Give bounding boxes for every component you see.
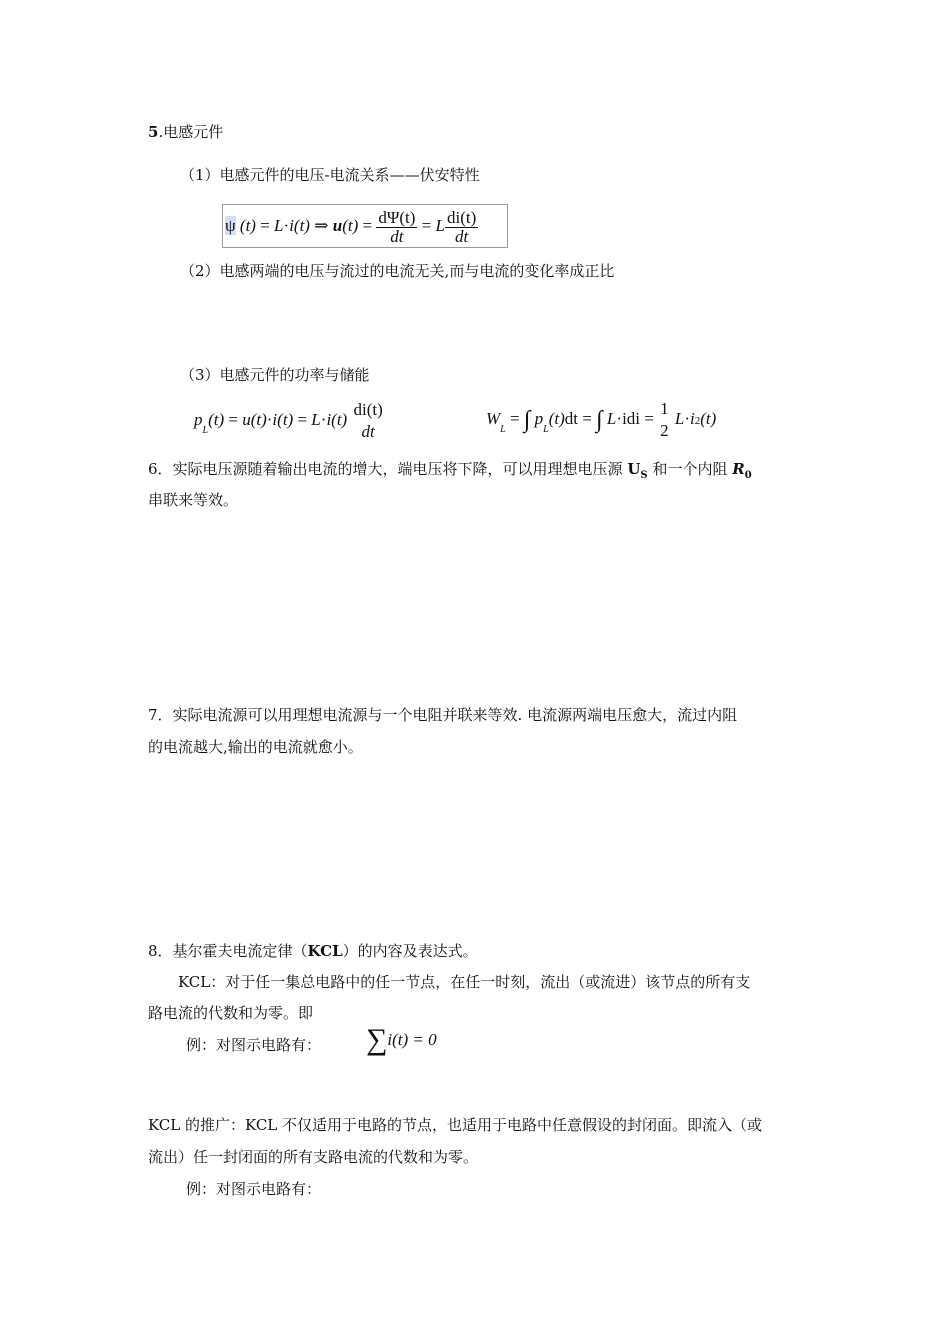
inductor-energy-formula: [486, 394, 716, 440]
u-symbol: u: [242, 410, 251, 429]
dpsi-dt-fraction: [376, 209, 417, 246]
L-symbol: L: [606, 409, 617, 428]
kcl-term: KCL: [307, 942, 343, 960]
p-subscript: L: [202, 425, 209, 436]
section-5-point-3: （3）电感元件的功率与储能: [180, 366, 370, 384]
equals-sign: =: [297, 410, 308, 429]
p-symbol: p: [534, 409, 544, 428]
W-symbol: W: [486, 409, 501, 428]
kcl-extension-line-2: 流出）任一封闭面的所有支路电流的代数和为零。: [148, 1148, 479, 1166]
di-dt-fraction: [445, 209, 478, 246]
u-arg: (t): [342, 216, 359, 235]
i-arg: (t): [700, 409, 717, 428]
kcl-definition-line-2: 路电流的代数和为零。即: [148, 1004, 314, 1022]
kcl-expression: i(t) = 0: [387, 1030, 437, 1049]
equals-sign: =: [644, 409, 654, 428]
half-fraction: [658, 398, 671, 442]
integral-sign: ∫: [596, 407, 603, 433]
section-5-heading: [148, 121, 223, 142]
section-5-point-2: （2）电感两端的电压与流过的电流无关,而与电流的变化率成正比: [180, 262, 615, 280]
L-symbol: L: [274, 216, 284, 235]
L-symbol: L: [674, 409, 685, 428]
p-arg: (t): [208, 410, 225, 429]
di-numerator: di(t): [446, 207, 477, 227]
i-symbol: i: [272, 410, 278, 429]
section-6-line-2: 串联来等效。: [148, 491, 239, 509]
L-symbol: L: [435, 216, 445, 235]
dpsi-denominator: dt: [376, 227, 417, 246]
p-arg: (t): [548, 409, 565, 428]
p-symbol: p: [194, 410, 203, 429]
integral-sign: ∫: [523, 407, 531, 433]
dot-operator: ·: [320, 410, 327, 429]
i-arg: (t): [277, 410, 294, 429]
equals-sign: =: [582, 409, 592, 428]
psi-arg: (t): [239, 216, 256, 235]
L-symbol: L: [311, 410, 321, 429]
inductor-power-formula: [194, 398, 385, 442]
u-symbol: u: [332, 216, 343, 235]
i-symbol: i: [289, 216, 294, 235]
section-6-line-1: [148, 458, 752, 479]
di-dt-fraction: [351, 399, 384, 443]
kcl-extension-example-label: 例：对图示电路有：: [186, 1180, 322, 1198]
us-symbol: U: [627, 460, 641, 478]
inductor-vi-formula: [222, 204, 508, 248]
section-6-text: 6．实际电压源随着输出电流的增大，端电压将下降，可以用理想电压源: [148, 460, 623, 478]
implies-arrow: ⇒: [314, 216, 329, 235]
di-denominator: dt: [445, 227, 478, 246]
us-subscript: S: [640, 470, 648, 481]
dot-operator: ·: [283, 216, 290, 235]
section-6-mid: 和一个内阻: [652, 460, 728, 478]
square-exponent: 2: [694, 415, 701, 427]
dot-operator: ·: [266, 410, 273, 429]
i-arg: (t): [293, 216, 310, 235]
dot-operator: ·: [684, 409, 690, 428]
r0-subscript: 0: [744, 470, 752, 481]
dot-operator: ·: [616, 409, 623, 428]
kcl-formula: [366, 1014, 437, 1058]
section-5-title: .电感元件: [158, 123, 224, 141]
section-7-line-1: 7．实际电流源可以用理想电流源与一个电阻并联来等效. 电流源两端电压愈大，流过内阻: [148, 706, 738, 724]
u-arg: (t): [250, 410, 267, 429]
section-5-point-1: （1）电感元件的电压-电流关系——伏安特性: [180, 166, 480, 184]
p-subscript: L: [543, 424, 549, 435]
W-subscript: L: [500, 424, 506, 435]
section-5-number: 5: [148, 123, 159, 141]
section-8-heading: [148, 940, 478, 961]
equals-sign: =: [228, 410, 238, 429]
i-symbol: i: [326, 410, 332, 429]
i-arg: (t): [331, 410, 348, 429]
i-symbol: i: [690, 409, 695, 428]
section-8-heading-post: ）的内容及表达式。: [342, 942, 478, 960]
kcl-example-label: 例：对图示电路有：: [186, 1036, 322, 1054]
dpsi-numerator: dΨ(t): [378, 207, 416, 227]
section-7-line-2: 的电流越大,输出的电流就愈小。: [148, 738, 363, 756]
kcl-extension-line-1: KCL 的推广：KCL 不仅适用于电路的节点，也适用于电路中任意假设的封闭面。即流入（或: [148, 1116, 763, 1134]
half-denominator: 2: [660, 421, 669, 441]
kcl-definition-line-1: KCL：对于任一集总电路中的任一节点，在任一时刻，流出（或流进）该节点的所有支: [178, 973, 751, 991]
di-denominator: dt: [361, 422, 375, 442]
idi-symbol: idi: [622, 409, 641, 428]
sigma-symbol: ∑: [366, 1023, 388, 1056]
equals-sign: =: [421, 216, 432, 235]
section-8-heading-pre: 8．基尔霍夫电流定律（: [148, 942, 308, 960]
r0-symbol: R: [732, 460, 745, 478]
equals-sign: =: [362, 216, 373, 235]
di-numerator: di(t): [353, 400, 383, 420]
equals-sign: =: [260, 216, 270, 235]
psi-symbol: ψ: [225, 216, 236, 235]
half-numerator: 1: [660, 399, 669, 419]
equals-sign: =: [509, 409, 520, 428]
dt-symbol: dt: [564, 409, 578, 428]
